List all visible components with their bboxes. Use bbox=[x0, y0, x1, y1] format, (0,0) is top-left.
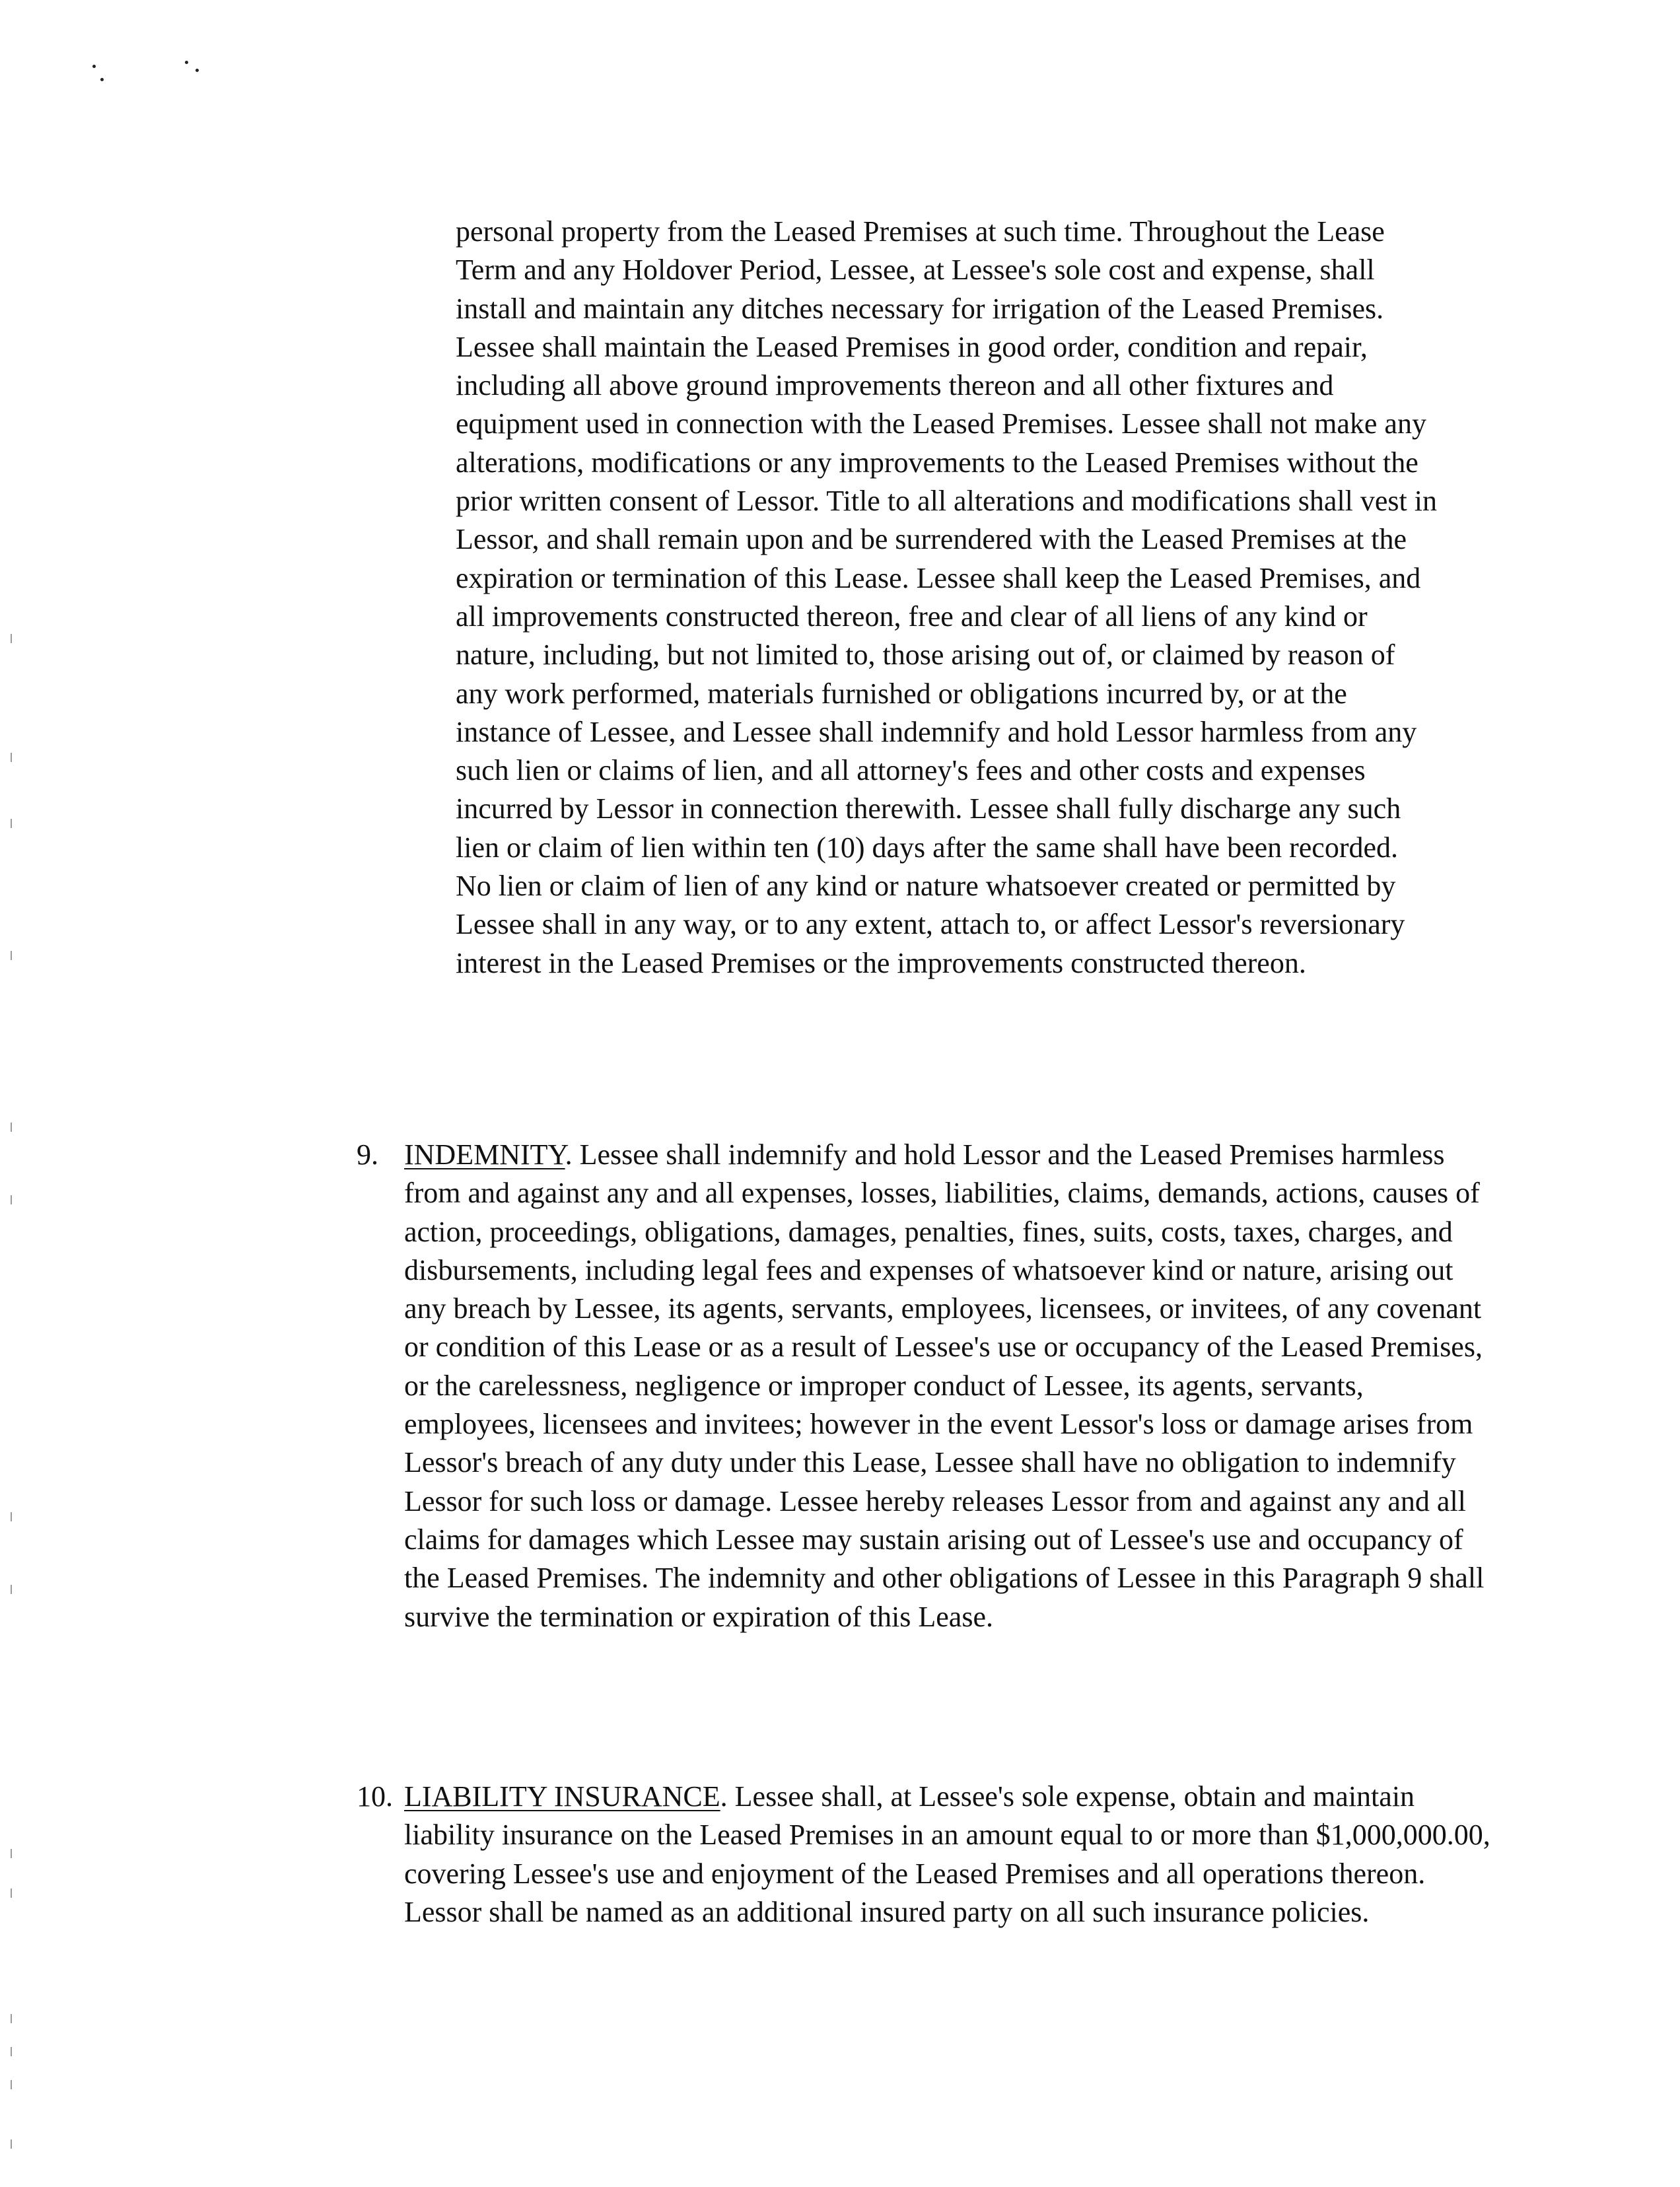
scan-tick bbox=[11, 2080, 12, 2089]
clause-text: . Lessee shall indemnify and hold Lessor and the Leased Premises harmless from and against any and all expenses, losses, liabilities, claims, demands, actions, causes of action, proceedings, obligations, damages, penalties, fines, suits, costs, taxes, charges, and disbursements, including legal fees and expenses of whatsoever kind or nature, arising out any breach by Lessee, its agents, servants, employees, licensees, or invitees, of any covenant or condition of this Lease or as a result of Lessee's use or occupancy of the Leased Premises, or the carelessness, negligence or improper conduct of Lessee, its agents, servants, employees, licensees and invitees; however in the event Lessor's loss or damage arises from Lessor's breach of any duty under this Lease, Lessee shall have no obligation to indemnify Lessor for such loss or damage. Lessee hereby releases Lessor from and against any and all claims for damages which Lessee may sustain arising out of Lessee's use and occupancy of the Leased Premises. The indemnity and other obligations of Lessee in this Paragraph 9 shall survive the termination or expiration of this Lease. bbox=[404, 1138, 1485, 1633]
clause-heading: INDEMNITY bbox=[404, 1138, 565, 1171]
scan-tick bbox=[11, 753, 12, 762]
scan-tick bbox=[11, 1889, 12, 1898]
scan-speck bbox=[92, 65, 96, 68]
scan-tick bbox=[11, 1195, 12, 1204]
scan-tick bbox=[11, 1512, 12, 1521]
scan-speck bbox=[195, 69, 199, 72]
clause-number: 10. bbox=[357, 1780, 393, 1813]
scan-speck bbox=[185, 61, 188, 64]
scan-tick bbox=[11, 2139, 12, 2149]
clause-heading: LIABILITY INSURANCE bbox=[404, 1780, 720, 1813]
scan-speck bbox=[100, 78, 104, 81]
clause-number: 9. bbox=[357, 1138, 378, 1171]
continued-paragraph: personal property from the Leased Premises at such time. Throughout the Lease Term and any Holdover Period, Lessee, at Lessee's sole cost and expense, shall install and maintain any ditches necessary for irrigation of the Leased Premises. Lessee shall maintain the Leased Premises in good order, condition and repair, including all above ground improvements thereon and all other fixtures and equipment used in connection with the Leased Premises. Lessee shall not make any alterations, modifications or any improvements to the Leased Premises without the prior written consent of Lessor. Title to all alterations and modifications shall vest in Lessor, and shall remain upon and be surrendered with the Leased Premises at the expiration or termination of this Lease. Lessee shall keep the Leased Premises, and all improvements constructed thereon, free and clear of all liens of any kind or nature, including, but not limited to, those arising out of, or claimed by reason of any work performed, materials furnished or obligations incurred by, or at the instance of Lessee, and Lessee shall indemnify and hold Lessor harmless from any such lien or claims of lien, and all attorney's fees and other costs and expenses incurred by Lessor in connection therewith. Lessee shall fully discharge any such lien or claim of lien within ten (10) days after the same shall have been recorded. No lien or claim of lien of any kind or nature whatsoever created or permitted by Lessee shall in any way, or to any extent, attach to, or affect Lessor's reversionary interest in the Leased Premises or the improvements constructed thereon. bbox=[456, 215, 1437, 979]
scan-tick bbox=[11, 951, 12, 960]
scan-tick bbox=[11, 634, 12, 643]
scan-tick bbox=[11, 1123, 12, 1132]
scan-tick bbox=[11, 819, 12, 828]
clause-text: . Lessee shall, at Lessee's sole expense, obtain and maintain liability insurance on the Leased Premises in an amount equal to or more than $1,000,000.00, covering Lessee's use and enjoyment of the Leased Premises and all operations thereon. Lessor shall be named as an additional insured party on all such insurance policies. bbox=[404, 1780, 1490, 1928]
clause-body bbox=[404, 1136, 1494, 1636]
scan-tick bbox=[11, 2014, 12, 2023]
scan-tick bbox=[11, 1849, 12, 1858]
scan-tick bbox=[11, 2047, 12, 2056]
clause-body bbox=[404, 1778, 1494, 1931]
scan-tick bbox=[11, 1585, 12, 1594]
